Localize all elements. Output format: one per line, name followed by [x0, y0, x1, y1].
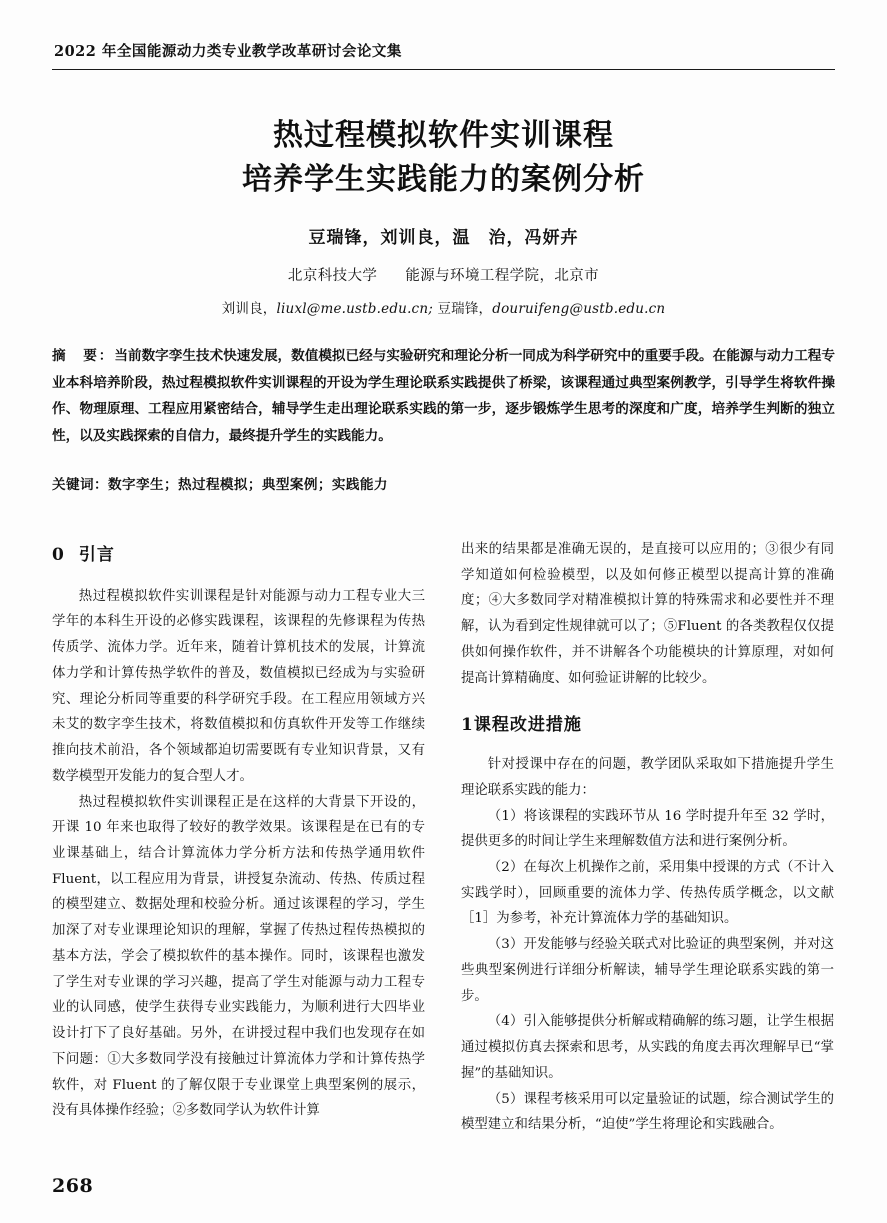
- paragraph: （1）将该课程的实践环节从 16 学时提升年至 32 学时，提供更多的时间让学生来理解数值方法和进行案例分析。: [461, 808, 834, 850]
- column-left: [52, 537, 425, 1138]
- abstract-label: 摘 要：: [52, 348, 115, 364]
- section-heading-intro: [52, 539, 425, 572]
- abstract-text: 当前数字孪生技术快速发展，数值模拟已经与实验研究和理论分析一同成为科学研究中的重要手段。在能源与动力工程专业本科培养阶段，热过程模拟软件实训课程的开设为学生理论联系实践提供了桥梁，该课程通过典型案例教学，引导学生将软件操作、物理原理、工程应用紧密结合，辅导学生走出理论联系实践的第一步，逐步锻炼学生思考的深度和广度，培养学生判断的独立性，以及实践探索的自信力，最终提升学生的实践能力。: [52, 348, 836, 444]
- email-author-2-name: 豆瑞锋，: [432, 301, 493, 317]
- affiliation-university: 北京科技大学: [287, 268, 378, 284]
- paragraph: （3）开发能够与经验关联式对比验证的典型案例，并对这些典型案例进行详细分析解读，辅导学生理论联系实践的第一步。: [461, 937, 834, 1004]
- email-author-2-address: douruifeng@ustb.edu.cn: [492, 301, 666, 317]
- running-head: 2022 年全国能源动力类专业教学改革研讨会论文集: [54, 43, 402, 60]
- paragraph: 针对授课中存在的问题，教学团队采取如下措施提升学生理论联系实践的能力：: [461, 757, 834, 798]
- column-right: [461, 537, 834, 1138]
- affiliation-department: 能源与环境工程学院，北京市: [405, 268, 600, 284]
- page-number: 268: [52, 1175, 94, 1197]
- keywords-text: 数字孪生；热过程模拟；典型案例；实践能力: [107, 477, 388, 493]
- section-number-intro: 0: [52, 545, 65, 565]
- paragraph: （4）引入能够提供分析解或精确解的练习题，让学生根据通过模拟仿真去探索和思考，从实践的角度去再次理解早已“掌握”的基础知识。: [461, 1014, 834, 1081]
- paragraph: 热过程模拟软件实训课程正是在这样的大背景下开设的，开课 10 年来也取得了较好的教学效果。该课程是在已有的专业课基础上，结合计算流体力学分析方法和传热学通用软件 Fluent，以工程应用为背景，讲授复杂流动、传热、传质过程的模型建立、数据处理和校验分析。通过该课程的学习，学生加深了对专业课理论知识的理解，掌握了传热过程传热模拟的基本方法，学会了模拟软件的基本操作。同时，该课程也激发了学生对专业课的学习兴趣，提高了学生对能源与动力工程专业的认同感，使学生获得专业实践能力，为顺利进行大四毕业设计打下了良好基础。另外，在讲授过程中我们也发现存在如下问题：①大多数同学没有接触过计算流体力学和计算传热学软件，对 Fluent 的了解仅限于专业课堂上典型案例的展示，没有具体操作经验；②多数同学认为软件计算: [52, 794, 425, 1119]
- email-author-1-address: liuxl@me.ustb.edu.cn;: [276, 301, 433, 317]
- running-head-rule: [52, 69, 835, 70]
- page-title-line-2: 培养学生实践能力的案例分析: [242, 161, 645, 197]
- paragraph: 热过程模拟软件实训课程是针对能源与动力工程专业大三学年的本科生开设的必修实践课程，该课程的先修课程为传热传质学、流体力学。近年来，随着计算机技术的发展，计算流体力学和计算传热学软件的普及，数值模拟已经成为与实验研究、理论分析同等重要的科学研究手段。在工程应用领域方兴未艾的数字孪生技术，将数值模拟和仿真软件开发等工作继续推向技术前沿，各个领域都迫切需要既有专业知识背景，又有数学模型开发能力的复合型人才。: [52, 588, 425, 784]
- paragraph: 出来的结果都是准确无误的，是直接可以应用的；③很少有同学知道如何检验模型，以及如何修正模型以提高计算的准确度；④大多数同学对精准模拟计算的特殊需求和必要性并不理解，认为看到定性规律就可以了；⑤Fluent 的各类教程仅仅提供如何操作软件，并不讲解各个功能模块的计算原理，对如何提高计算精确度、如何验证讲解的比较少。: [461, 542, 834, 686]
- section-title-intro: 引言: [78, 545, 115, 565]
- contact-emails: [52, 297, 835, 317]
- title-block: [52, 114, 835, 317]
- email-author-1-name: 刘训良，: [221, 301, 277, 317]
- author-list: 豆瑞锋，刘训良，温 治，冯妍卉: [308, 228, 579, 248]
- body-columns: [52, 537, 835, 1138]
- section-heading-measures: [461, 709, 834, 742]
- paragraph: （2）在每次上机操作之前，采用集中授课的方式（不计入实践学时），回顾重要的流体力学、传热传质学概念，以文献［1］为参考，补充计算流体力学的基础知识。: [461, 859, 834, 927]
- abstract-block: [52, 343, 835, 449]
- affiliation: [52, 264, 835, 285]
- section-number-measures: 1: [461, 715, 474, 736]
- section-title-measures: 课程改进措施: [473, 715, 582, 736]
- page-title-line-1: 热过程模拟软件实训课程: [273, 118, 614, 153]
- keywords-label: 关键词：: [52, 477, 108, 493]
- paragraph: （5）课程考核采用可以定量验证的试题，综合测试学生的模型建立和结果分析，“迫使”学生将理论和实践融合。: [461, 1091, 834, 1133]
- keywords-block: [52, 473, 835, 493]
